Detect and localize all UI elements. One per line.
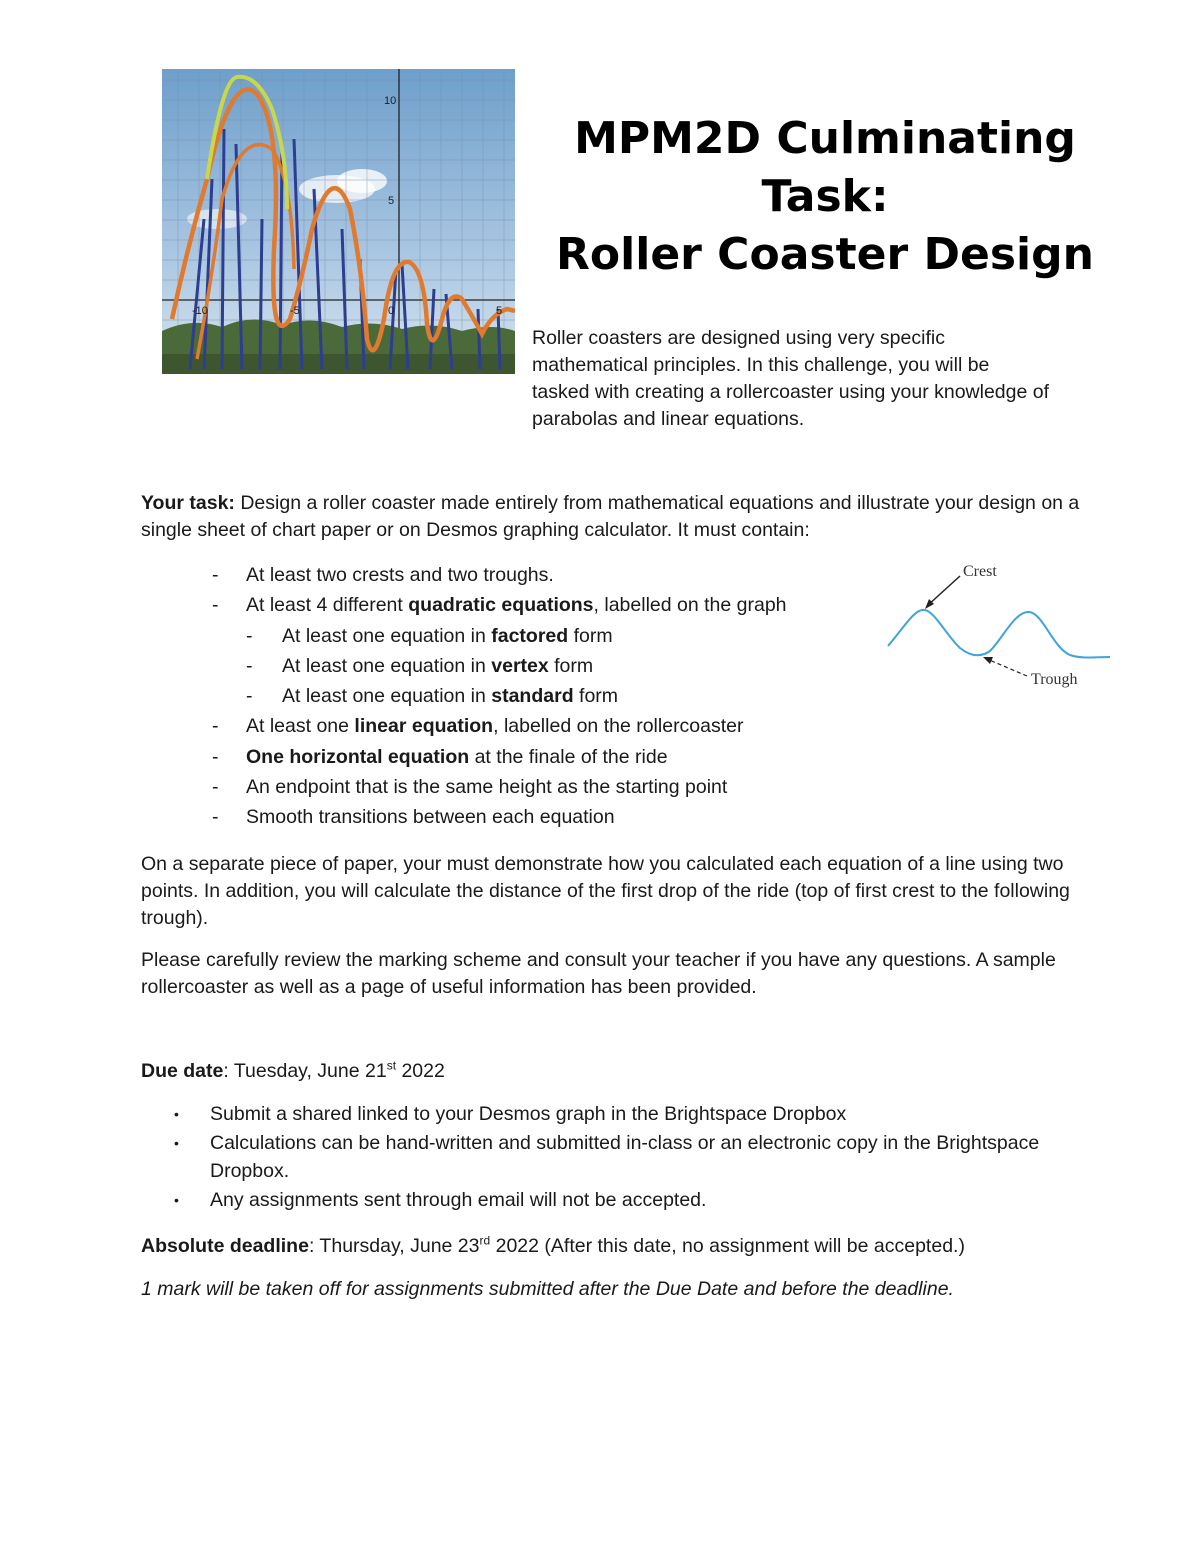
- axis-label-y10: 10: [384, 95, 397, 107]
- list-item: • Submit a shared linked to your Desmos graph in the Brightspace Dropbox: [174, 1103, 847, 1125]
- due-date: Due date: Tuesday, June 21st 2022: [141, 1058, 445, 1082]
- task-label: Your task:: [141, 492, 235, 514]
- list-item: - Smooth transitions between each equation: [212, 806, 615, 829]
- title-line-2: Task:: [761, 171, 889, 222]
- submission-list: [170, 1100, 1050, 1214]
- axis-label-xm5: -5: [290, 305, 300, 317]
- title-line-3: Roller Coaster Design: [556, 229, 1094, 280]
- list-item: - An endpoint that is the same height as the starting point: [212, 776, 728, 799]
- task-paragraph: [141, 490, 1081, 544]
- roller-coaster-graph-image: [162, 69, 515, 374]
- list-item: - At least one equation in standard form: [246, 685, 619, 708]
- list-item: - At least one equation in vertex form: [246, 654, 594, 677]
- crest-label: Crest: [963, 563, 997, 580]
- list-item: - At least one linear equation, labelled on the rollercoaster: [212, 715, 744, 738]
- axis-label-y5: 5: [388, 195, 395, 207]
- list-item: • Any assignments sent through email will not be accepted.: [174, 1188, 707, 1211]
- list-item: • Calculations can be hand-written and submitted in-class or an electronic copy in the Brightspace Dropbox.: [174, 1131, 1040, 1182]
- absolute-deadline: Absolute deadline: Thursday, June 23rd 2022 (After this date, no assignment will be accepted.): [141, 1233, 965, 1257]
- axis-label-x0: 0: [388, 305, 395, 317]
- crest-trough-diagram: [885, 556, 1113, 690]
- review-paragraph: Please carefully review the marking scheme and consult your teacher if you have any questions. A sample rollercoaster as well as a page of useful information has been provided.: [141, 949, 1056, 998]
- task-text: Design a roller coaster made entirely from mathematical equations and illustrate your design on a single sheet of chart paper or on Desmos graphing calculator. It must contain:: [141, 492, 1080, 541]
- page-title: [540, 110, 1110, 284]
- calculation-paragraph: On a separate piece of paper, your must demonstrate how you calculated each equation of a line using two points. In addition, you will calculate the distance of the first drop of the ride (top of first crest to the following trough).: [141, 853, 1070, 929]
- list-item: - At least one equation in factored form: [246, 624, 613, 647]
- intro-paragraph: Roller coasters are designed using very specific mathematical principles. In this challenge, you will be tasked with creating a rollercoaster using your knowledge of parabolas and linear equations.: [532, 327, 1050, 430]
- axis-label-xm10: -10: [192, 305, 208, 317]
- axis-label-x5: 5: [496, 305, 503, 317]
- trough-label: Trough: [1031, 671, 1078, 688]
- list-item: - One horizontal equation at the finale of the ride: [212, 745, 668, 768]
- list-item: - At least two crests and two troughs.: [212, 564, 554, 586]
- title-line-1: MPM2D Culminating: [574, 113, 1076, 164]
- late-penalty-note: 1 mark will be taken off for assignments submitted after the Due Date and before the deadline.: [141, 1278, 954, 1300]
- list-item: - At least 4 different quadratic equations, labelled on the graph: [212, 594, 787, 617]
- requirements-list: [210, 560, 910, 833]
